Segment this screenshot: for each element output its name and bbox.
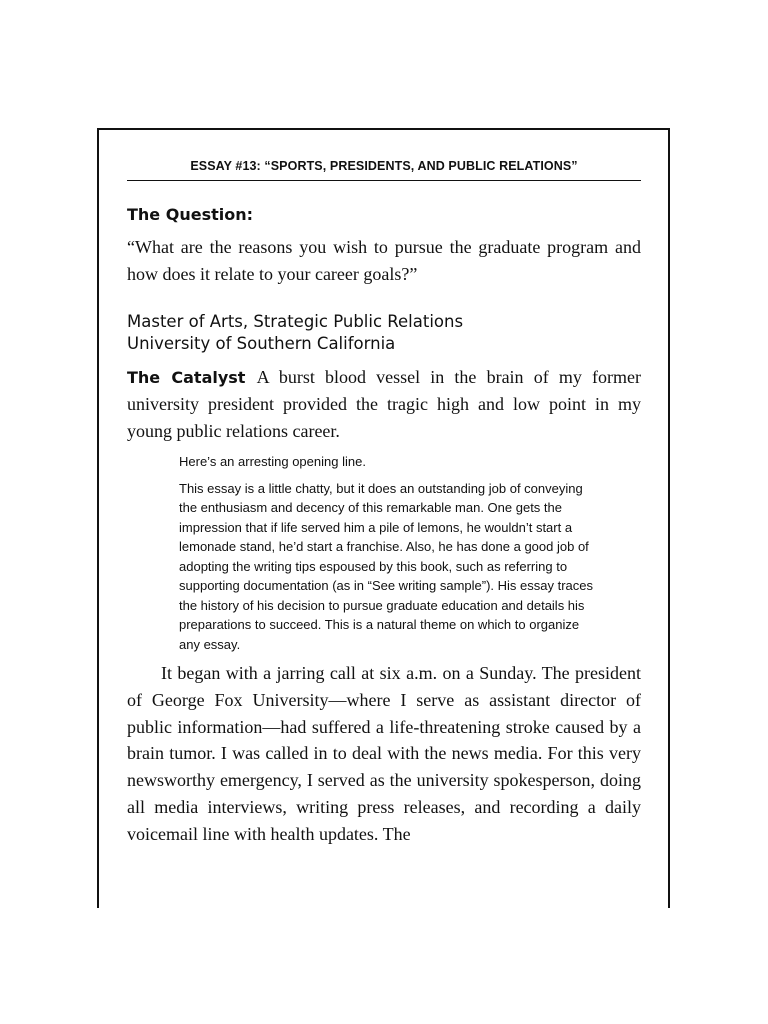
essay-title: ESSAY #13: “SPORTS, PRESIDENTS, AND PUBLIC RELATIONS”: [127, 157, 641, 181]
program-block: [127, 311, 641, 355]
editor-commentary: [179, 452, 599, 654]
program-degree: Master of Arts, Strategic Public Relations: [127, 312, 464, 331]
catalyst-text: A burst blood vessel in the brain of my former university president provided the tragic high and low point in my young public relations career.: [127, 367, 641, 441]
commentary-note: Here’s an arresting opening line.: [179, 454, 366, 469]
essay-body-paragraph: It began with a jarring call at six a.m. on a Sunday. The president of George Fox University—where I serve as assistant director of public information—had suffered a life-threatening stroke caused by a brain tumor. I was called in to deal with the news media. For this very newsworthy emergency, I served as the university spokesperson, doing all media interviews, writing press releases, and recording a daily voicemail line with health updates. The: [127, 663, 641, 844]
catalyst-label: The Catalyst: [127, 368, 257, 387]
question-heading: The Question:: [127, 205, 254, 224]
catalyst-paragraph: [127, 364, 641, 445]
commentary-paragraph: This essay is a little chatty, but it does an outstanding job of conveying the enthusiasm and decency of this remarkable man. One gets the impression that if life served him a pile of lemons, he wouldn’t start a lemonade stand, he’d start a franchise. Also, he has done a good job of adopting the writing tips espoused by this book, such as referring to supporting documentation (as in “See writing sample”). His essay traces the history of his decision to pursue graduate education and details his preparations to succeed. This is a natural theme on which to organize any essay.: [179, 480, 594, 652]
question-text: “What are the reasons you wish to pursue the graduate program and how does it relate to your career goals?”: [127, 237, 641, 284]
program-school: University of Southern California: [127, 334, 396, 353]
